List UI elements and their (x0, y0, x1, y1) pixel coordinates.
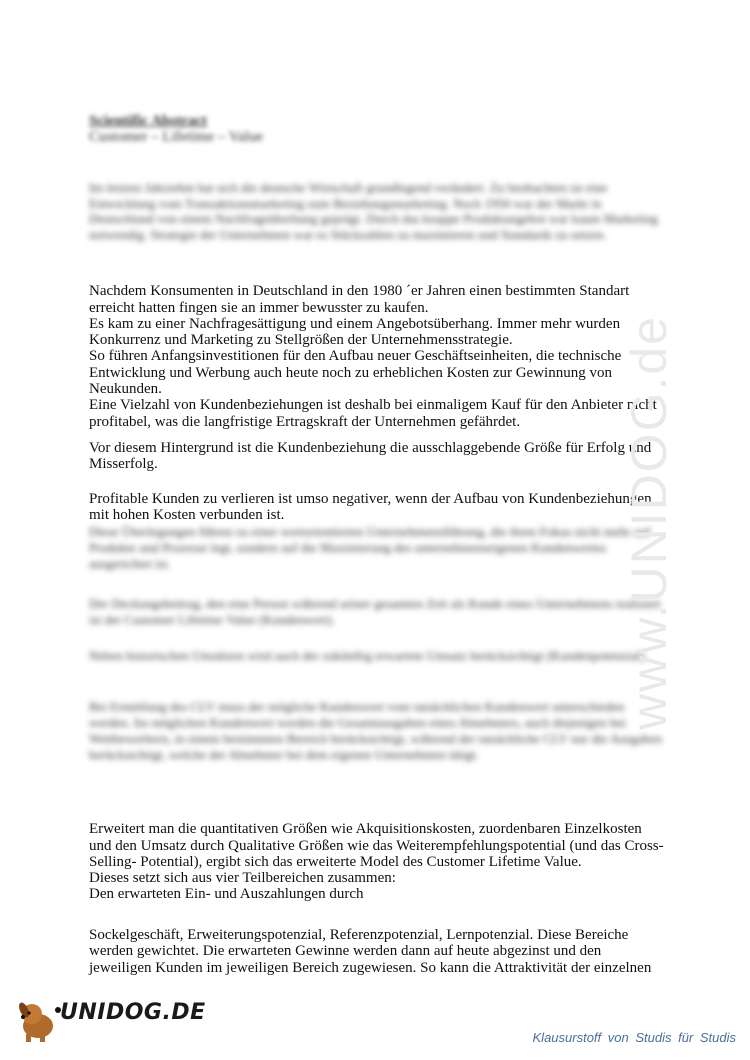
logo-text: UNIDOG.DE (60, 1000, 206, 1025)
document-header (89, 113, 664, 146)
paragraph-text: Nachdem Konsumenten in Deutschland in den 1980 ´er Jahren einen bestimmten Standart erreicht hatten fingen sie an immer bewusster zu kaufen. Es kam zu einer Nachfragesättigung und einem Angebotsüberhang. Immer mehr wurden Konkurrenz und Marketing zu Stellgrößen der Unternehmensstrategie. So führen Anfangsinvestitionen für den Aufbau neuer Geschäftseinheiten, die technische Entwicklung und Werbung auch heute noch zu erheblichen Kosten zur Gewinnung von Neukunden. Eine Vielzahl von Kundenbeziehungen ist deshalb bei einmaligem Kauf für den Anbieter nicht profitabel, was die langfristige Ertragskraft der Unternehmen gefährdet. (89, 283, 657, 430)
paragraph-blurred-clv (89, 596, 664, 628)
paragraph-text: Vor diesem Hintergrund ist die Kundenbeziehung die ausschlaggebende Größe für Erfolg und Misserfolg. (89, 440, 652, 473)
paragraph-profitable (89, 491, 664, 524)
paragraph-text: Der Deckungsbeitrag, den eine Person während seiner gesamten Zeit als Kunde eines Unternehmens realisiert ist der Customer Lifetime Value (Kundenwert). (89, 596, 661, 627)
paragraph-blurred-intro (89, 180, 664, 242)
paragraph-text: Bei Ermittlung des CLV muss der mögliche Kundenwert vom tatsächlichen Kundenwert unterschieden werden. Im möglichen Kundenwert werden die Gesamtausgaben eines Abnehmers, auch diejenigen bei Wettbewerbern, in einem bestimmten Bereich berücksichtigt, während der tatsächliche CLV nur die Ausgaben berücksichtigt, welche der Abnehmer bei dem eigenen Unternehmen tätigt. (89, 699, 662, 762)
paragraph-text: Sockelgeschäft, Erweiterungspotenzial, Referenzpotenzial, Lernpotenzial. Diese Bereiche werden gewichtet. Die erwarteten Gewinne werden dann auf heute abgezinst und den jeweiligen Kunden im jeweiligen Bereich zugewiesen. So kann die Attraktivität der einzelnen (89, 927, 652, 976)
paragraph-text: Profitable Kunden zu verlieren ist umso negativer, wenn der Aufbau von Kundenbeziehungen mit hohen Kosten verbunden ist. (89, 491, 652, 524)
paragraph-background (89, 440, 664, 473)
paragraph-blurred-calculation (89, 699, 664, 763)
paragraph-blurred-value (89, 524, 664, 572)
paragraph-blurred-potential (89, 648, 664, 664)
document-subtitle: Customer – Lifetime – Value (89, 129, 263, 146)
paragraph-text: Im letzten Jahrzehnt hat sich die deutsche Wirtschaft grundlegend verändert. Zu beobachten ist eine Entwicklung vom Transaktionsmarketing zum Beziehungsmarketing. Noch 1950 war der Markt in Deutschland von einem Nachfrageüberhang geprägt. Durch das knappe Produktangebot war kaum Marketing notwendig. Strategie der Unternehmen war es Stückzahlen zu maximieren und Standards zu setzen. (89, 180, 658, 242)
paragraph-extended-model (89, 805, 664, 919)
paragraph-text: Diese Überlegungen führen zu einer wertorientierten Unternehmensführung, die ihren Fokus nicht mehr auf Produkte und Prozesse legt, sondern auf die Maximierung des unternehmenseigenen Kundenwertes ausgerichtet ist. (89, 524, 651, 571)
paragraph-text: Erweitert man die quantitativen Größen wie Akquisitionskosten, zuordenbaren Einzelkosten und den Umsatz durch Qualitative Größen wie das Weiterempfehlungspotential (und das Cross-Selling- Potential), ergibt sich das erweiterte Model des Customer Lifetime Value. Dieses setzt sich aus vier Teilbereichen zusammen: Den erwarteten Ein- und Auszahlungen durch (89, 821, 664, 903)
paragraph-text: Neben historischen Umsätzen wird auch der zukünftig erwartete Umsatz berücksichtigt (Kundenpotenzial). (89, 648, 648, 663)
document-title: Scientific Abstract (89, 113, 207, 129)
paragraph-intro (89, 267, 664, 446)
paragraph-components (89, 927, 664, 976)
footer-tagline: Klausurstoff von Studis für Studis (532, 1030, 736, 1045)
watermark: www.UNIDOG.de (621, 315, 677, 730)
